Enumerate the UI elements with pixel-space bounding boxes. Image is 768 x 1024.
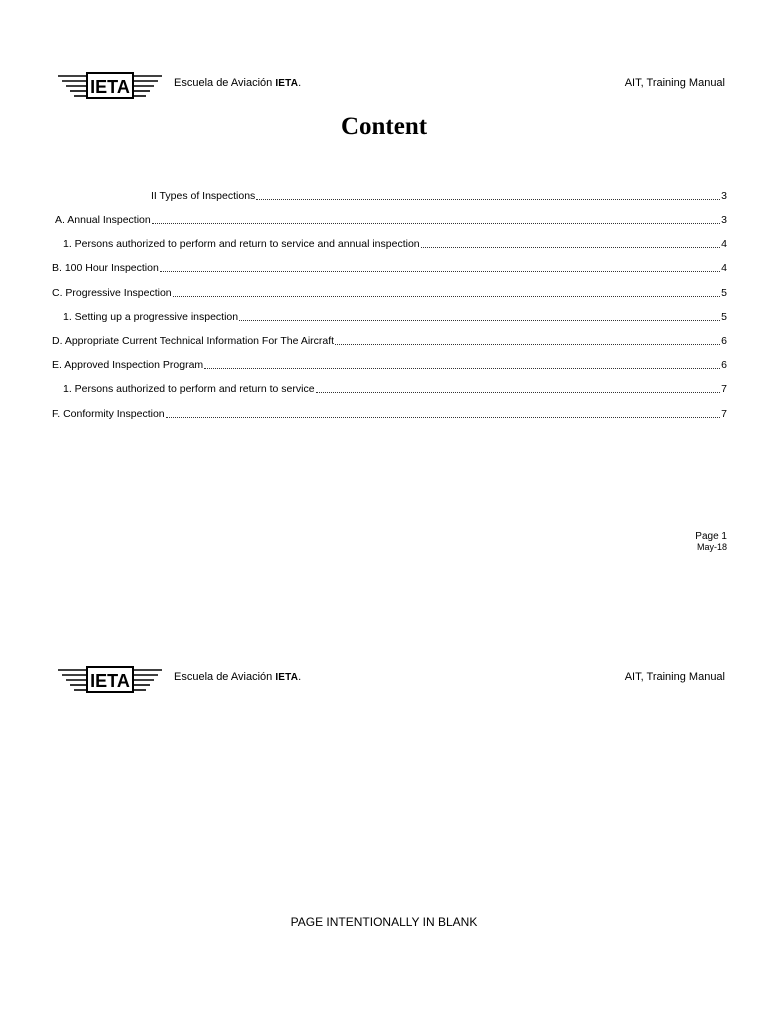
toc-entry-page: 7 [721,383,727,395]
toc-dot-leader [160,260,720,272]
toc-entry [52,406,727,422]
svg-text:IETA: IETA [90,671,130,691]
toc-entry [52,333,727,349]
toc-entry-label: 1. Persons authorized to perform and return to service and annual inspection [63,238,420,250]
toc-entry-page: 6 [721,359,727,371]
toc-entry-page: 3 [721,214,727,226]
toc-entry [63,236,727,252]
page-date: May-18 [696,542,727,552]
toc-dot-leader [173,285,721,297]
toc-dot-leader [152,212,720,224]
toc-dot-leader [335,333,720,345]
toc-entry-page: 6 [721,335,727,347]
toc-entry-label: 1. Setting up a progressive inspection [63,311,239,323]
toc-entry [63,381,727,397]
toc-entry [55,212,727,228]
toc-dot-leader [316,381,721,393]
toc-entry-label: A. Annual Inspection [55,214,151,226]
toc-dot-leader [256,188,720,200]
toc-entry [151,188,727,204]
ieta-logo-icon [56,71,164,99]
page1-header [56,71,725,101]
page2-header [56,665,725,695]
toc-entry-page: 7 [721,408,727,420]
toc-entry [52,260,727,276]
toc-dot-leader [239,309,720,321]
page-title: Content [340,113,428,140]
page-footer [695,531,727,553]
toc-entry-page: 4 [721,262,727,274]
school-name: Escuela de Aviación IETA. [174,77,302,89]
toc-entry [63,309,727,325]
toc-entry-label: C. Progressive Inspection [52,287,172,299]
toc-entry [52,285,727,301]
toc-entry-page: 4 [721,238,727,250]
toc-entry-label: D. Appropriate Current Technical Information For The Aircraft [52,335,335,347]
manual-title: AIT, Training Manual [624,671,725,683]
toc-entry-page: 5 [721,287,727,299]
toc-entry-page: 5 [721,311,727,323]
toc-entry [52,357,727,373]
toc-entry-label: II Types of Inspections [151,190,256,202]
toc-dot-leader [421,236,721,248]
toc-entry-page: 3 [721,190,727,202]
toc-dot-leader [166,406,721,418]
svg-text:IETA: IETA [90,77,130,97]
toc-entry-label: B. 100 Hour Inspection [52,262,159,274]
school-name: Escuela de Aviación IETA. [174,671,302,683]
manual-title: AIT, Training Manual [624,77,725,89]
page-number: Page 1 [695,531,727,542]
toc-entry-label: F. Conformity Inspection [52,408,165,420]
ieta-logo-icon [56,665,164,693]
toc-entry-label: 1. Persons authorized to perform and return to service [63,383,315,395]
toc-dot-leader [204,357,720,369]
blank-page-notice: PAGE INTENTIONALLY IN BLANK [290,915,478,929]
toc-entry-label: E. Approved Inspection Program [52,359,204,371]
